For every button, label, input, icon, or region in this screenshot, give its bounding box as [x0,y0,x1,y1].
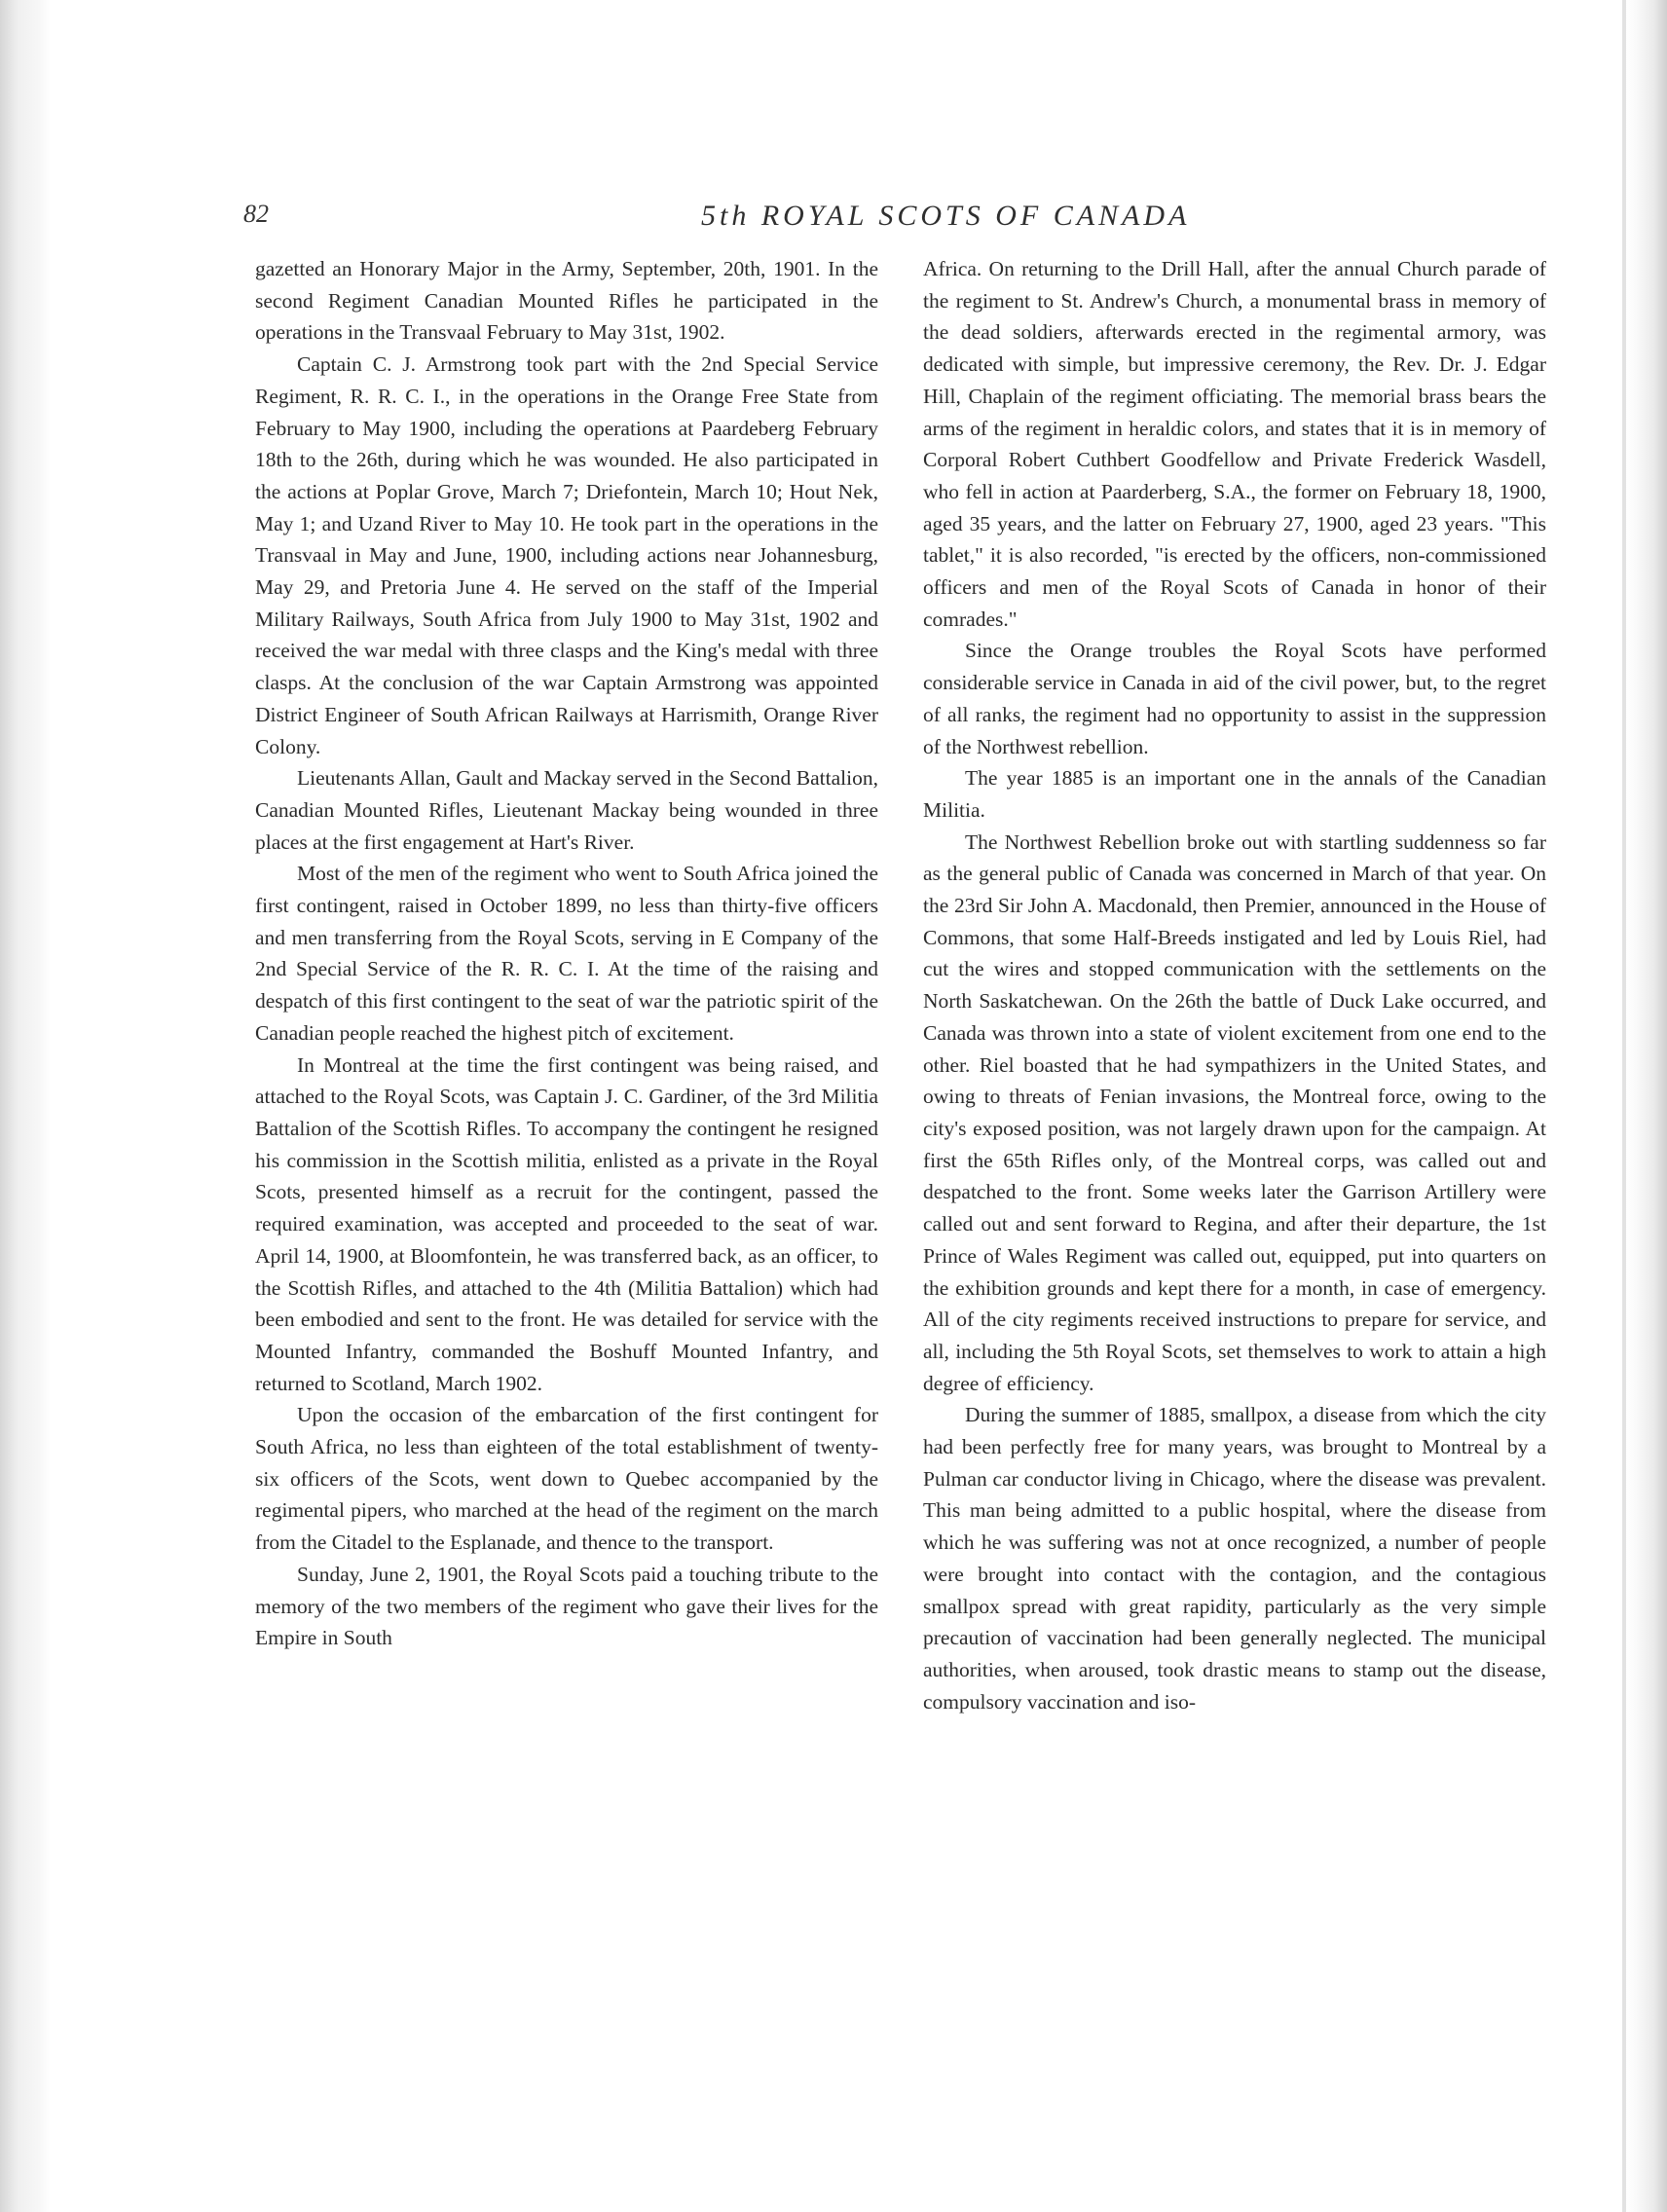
paragraph: Sunday, June 2, 1901, the Royal Scots paid a touching tribute to the memory of the two members of the regiment who gave their lives for the Empire in South [255,1562,878,1650]
paragraph: Africa. On returning to the Drill Hall, after the annual Church parade of the regiment to St. Andrew's Church, a monumental brass in memory of the dead soldiers, afterwards erected in the regimental armory, was dedicated with simple, but impressive ceremony, the Rev. Dr. J. Edgar Hill, Chaplain of the regiment officiating. The memorial brass bears the arms of the regiment in heraldic colors, and states that it is in memory of Corporal Robert Cuthbert Goodfellow and Private Frederick Wasdell, who fell in action at Paarderberg, S.A., the former on February 18, 1900, aged 35 years, and the latter on February 27, 1900, aged 23 years. "This tablet," it is also recorded, "is erected by the officers, non-commissioned officers and men of the Royal Scots of Canada in honor of their comrades." [923,257,1546,631]
paragraph: Most of the men of the regiment who went to South Africa joined the first contingent, raised in October 1899, no less than thirty-five officers and men transferring from the Royal Scots, serving in E Company of the 2nd Special Service of the R. R. C. I. At the time of the raising and despatch of this first contingent to the seat of war the patriotic spirit of the Canadian people reached the highest pitch of excitement. [255,862,878,1045]
paragraph: Lieutenants Allan, Gault and Mackay served in the Second Battalion, Canadian Mounted Rifles, Lieutenant Mackay being wounded in three places at the first engagement at Hart's River. [255,766,878,854]
page-header [243,200,1363,239]
page-edge-right [1626,0,1667,2212]
paragraph: The year 1885 is an important one in the annals of the Canadian Militia. [923,766,1546,822]
paragraph: gazetted an Honorary Major in the Army, September, 20th, 1901. In the second Regiment Canadian Mounted Rifles he participated in the operations in the Transvaal February to May 31st, 1902. [255,257,878,345]
paragraph: Upon the occasion of the embarcation of the first contingent for South Africa, no less than eighteen of the total establishment of twenty-six officers of the Scots, went down to Quebec accompanied by the regimental pipers, who marched at the head of the regiment on the march from the Citadel to the Esplanade, and thence to the transport. [255,1403,878,1555]
paragraph: During the summer of 1885, smallpox, a disease from which the city had been perfectly free for many years, was brought to Montreal by a Pulman car conductor living in Chicago, where the disease was prevalent. This man being admitted to a public hospital, where the disease from which he was suffering was not at once recognized, a number of people were brought into contact with the contagion, and the contagious smallpox spread with great rapidity, particularly as the very simple precaution of vaccination had been generally neglected. The municipal authorities, when aroused, took drastic means to stamp out the disease, compulsory vaccination and iso- [923,1403,1546,1714]
running-title: 5th ROYAL SCOTS OF CANADA [701,200,1191,232]
left-column [255,253,878,1654]
page-number: 82 [243,200,269,228]
page-edge-left [0,0,51,2212]
paragraph: Since the Orange troubles the Royal Scots have performed considerable service in Canada in aid of the civil power, but, to the regret of all ranks, the regiment had no opportunity to assist in the suppression of the Northwest rebellion. [923,639,1546,758]
paragraph: In Montreal at the time the first contingent was being raised, and attached to the Royal Scots, was Captain J. C. Gardiner, of the 3rd Militia Battalion of the Scottish Rifles. To accompany the contingent he resigned his commission in the Scottish militia, enlisted as a private in the Royal Scots, presented himself as a recruit for the contingent, passed the required examination, was accepted and proceeded to the seat of war. April 14, 1900, at Bloomfontein, he was transferred back, as an officer, to the Scottish Rifles, and attached to the 4th (Militia Battalion) which had been embodied and sent to the front. He was detailed for service with the Mounted Infantry, commanded the Boshuff Mounted Infantry, and returned to Scotland, March 1902. [255,1052,878,1395]
paragraph: Captain C. J. Armstrong took part with the 2nd Special Service Regiment, R. R. C. I., in the operations in the Orange Free State from February to May 1900, including the operations at Paardeberg February 18th to the 26th, during which he was wounded. He also participated in the actions at Poplar Grove, March 7; Driefontein, March 10; Hout Nek, May 1; and Uzand River to May 10. He took part in the operations in the Transvaal in May and June, 1900, including actions near Johannesburg, May 29, and Pretoria June 4. He served on the staff of the Imperial Military Railways, South Africa from July 1900 to May 31st, 1902 and received the war medal with three clasps and the King's medal with three clasps. At the conclusion of the war Captain Armstrong was appointed District Engineer of South African Railways at Harrismith, Orange River Colony. [255,352,878,758]
paragraph: The Northwest Rebellion broke out with startling suddenness so far as the general public of Canada was concerned in March of that year. On the 23rd Sir John A. Macdonald, then Premier, announced in the House of Commons, that some Half-Breeds instigated and led by Louis Riel, had cut the wires and stopped communication with the settlements on the North Saskatchewan. On the 26th the battle of Duck Lake occurred, and Canada was thrown into a state of violent excitement from one end to the other. Riel boasted that he had sympathizers in the United States, and owing to threats of Fenian invasions, the Montreal force, owing to the city's exposed position, was not largely drawn upon for the campaign. At first the 65th Rifles only, of the Montreal corps, was called out and despatched to the front. Some weeks later the Garrison Artillery were called out and sent forward to Regina, and after their departure, the 1st Prince of Wales Regiment was called out, equipped, put into quarters on the exhibition grounds and kept there for a month, in case of emergency. All of the city regiments received instructions to prepare for service, and all, including the 5th Royal Scots, set themselves to work to attain a high degree of efficiency. [923,830,1546,1395]
right-column [923,253,1546,1717]
